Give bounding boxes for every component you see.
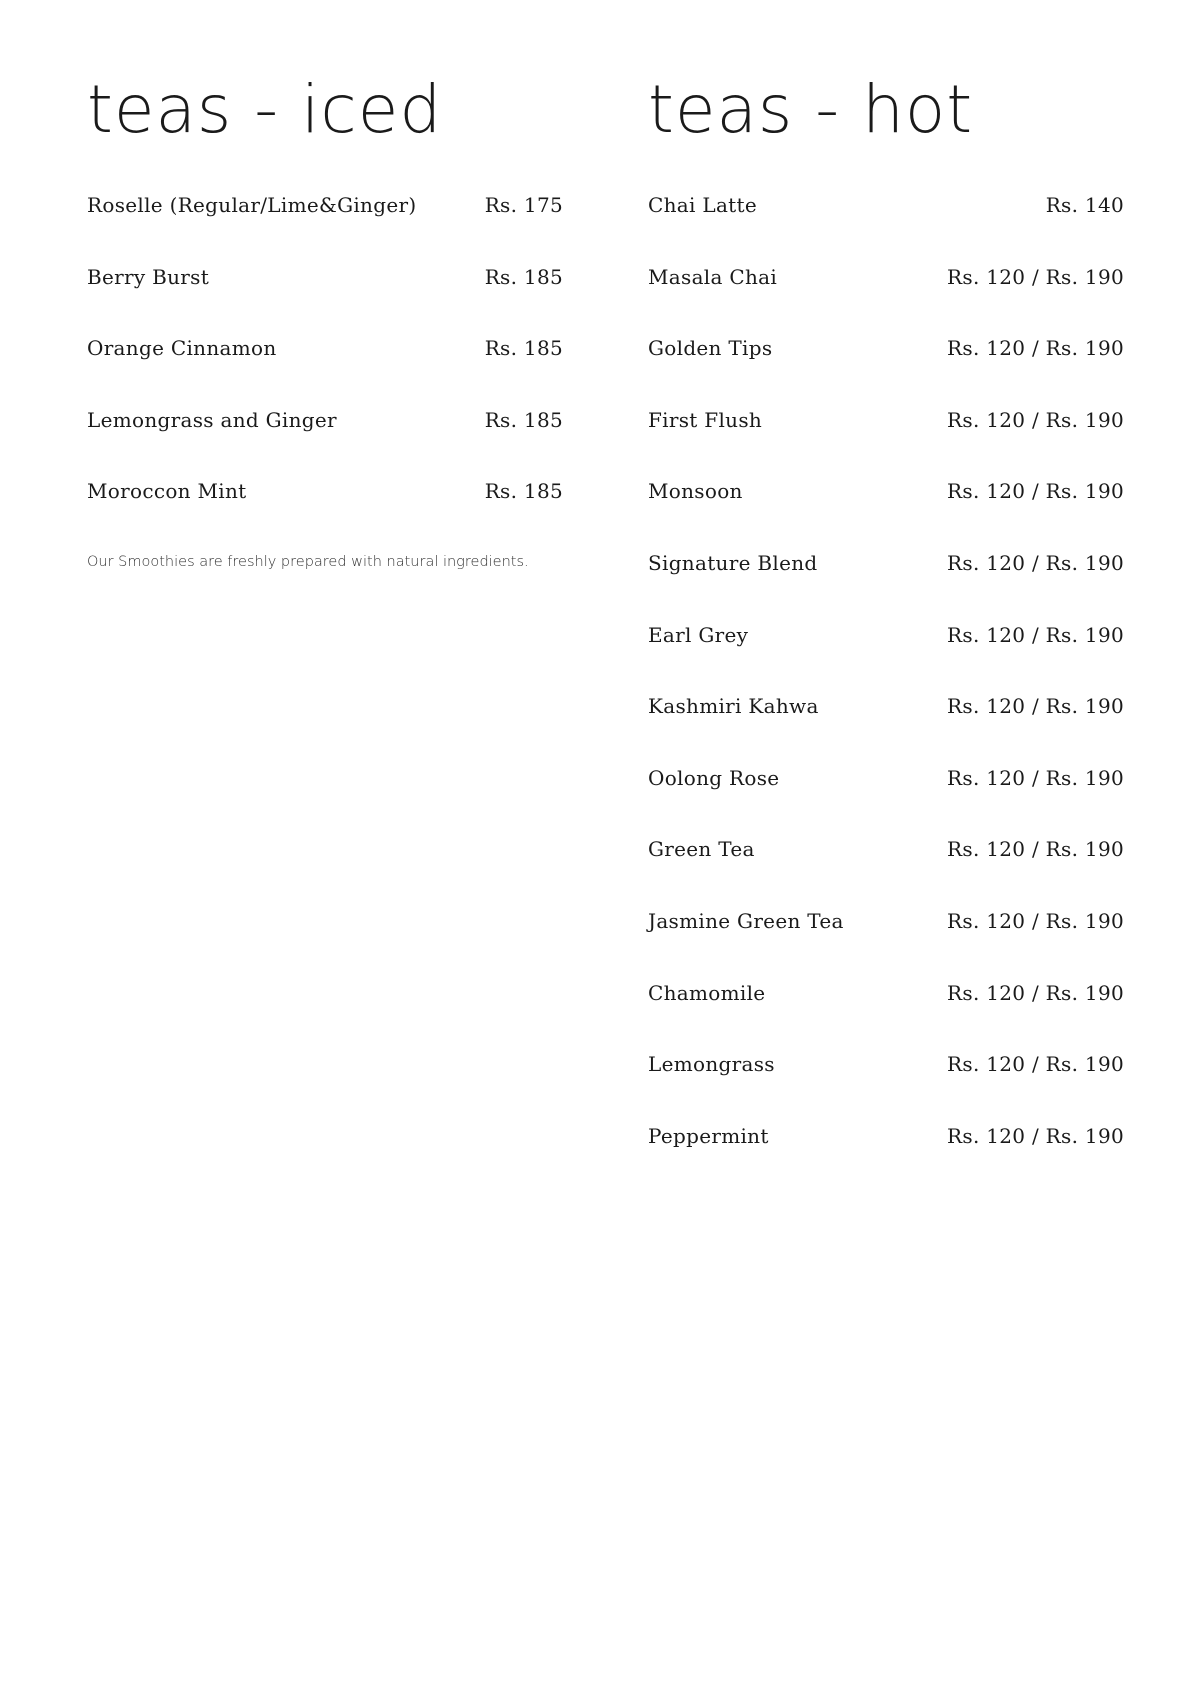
menu-item-name: Jasmine Green Tea (648, 908, 844, 933)
menu-item (87, 265, 563, 337)
menu-item-price: Rs. 120 / Rs. 190 (947, 765, 1124, 790)
menu-item (87, 336, 563, 408)
menu-item-name: Orange Cinnamon (87, 336, 277, 361)
menu-item (648, 623, 1124, 695)
smoothies-note: Our Smoothies are freshly prepared with natural ingredients. (87, 554, 529, 570)
menu-item (648, 981, 1124, 1053)
menu-item-price: Rs. 185 (484, 407, 563, 432)
menu-item-name: Kashmiri Kahwa (648, 694, 819, 719)
menu-item (648, 1124, 1124, 1196)
menu-item-name: Moroccon Mint (87, 479, 247, 504)
menu-item-name: Monsoon (648, 479, 743, 504)
menu-item (648, 479, 1124, 551)
hot-section-title: teas - hot (648, 71, 974, 148)
hot-items-list (648, 193, 1124, 1195)
menu-item-name: Chai Latte (648, 193, 757, 217)
menu-item-name: Roselle (Regular/Lime&Ginger) (87, 193, 417, 217)
menu-item-price: Rs. 120 / Rs. 190 (947, 908, 1124, 933)
menu-item (648, 766, 1124, 838)
menu-item (648, 694, 1124, 766)
menu-item (648, 909, 1124, 981)
menu-item-price: Rs. 120 / Rs. 190 (947, 479, 1124, 504)
menu-item-price: Rs. 185 (484, 336, 563, 361)
menu-item-name: Golden Tips (648, 336, 773, 361)
menu-item-name: Lemongrass and Ginger (87, 407, 337, 432)
menu-item (648, 193, 1124, 265)
menu-item (648, 408, 1124, 480)
menu-item (648, 1052, 1124, 1124)
menu-item (648, 265, 1124, 337)
menu-item (648, 837, 1124, 909)
menu-item (648, 336, 1124, 408)
menu-item-price: Rs. 120 / Rs. 190 (947, 550, 1124, 575)
menu-item-price: Rs. 120 / Rs. 190 (947, 1123, 1124, 1148)
menu-item (87, 408, 563, 480)
menu-item-name: Signature Blend (648, 550, 818, 575)
menu-item-name: Chamomile (648, 980, 766, 1005)
menu-item-price: Rs. 120 / Rs. 190 (947, 622, 1124, 647)
menu-item-price: Rs. 120 / Rs. 190 (947, 837, 1124, 862)
menu-item (87, 479, 563, 551)
menu-item (87, 193, 563, 265)
iced-items-list (87, 193, 563, 551)
menu-item-price: Rs. 120 / Rs. 190 (947, 980, 1124, 1005)
menu-item-name: Oolong Rose (648, 765, 780, 790)
menu-item-name: Masala Chai (648, 264, 778, 289)
iced-section-title: teas - iced (87, 71, 443, 148)
menu-item-price: Rs. 120 / Rs. 190 (947, 407, 1124, 432)
menu-item-price: Rs. 140 (1045, 193, 1124, 217)
menu-item-name: Earl Grey (648, 622, 749, 647)
menu-item-price: Rs. 120 / Rs. 190 (947, 336, 1124, 361)
menu-item-name: Lemongrass (648, 1052, 775, 1077)
menu-item-price: Rs. 120 / Rs. 190 (947, 694, 1124, 719)
menu-item-name: Berry Burst (87, 264, 210, 289)
menu-item-name: First Flush (648, 407, 763, 432)
menu-item-price: Rs. 120 / Rs. 190 (947, 264, 1124, 289)
menu-item-name: Green Tea (648, 837, 755, 862)
menu-item-price: Rs. 120 / Rs. 190 (947, 1052, 1124, 1077)
menu-item-price: Rs. 185 (484, 264, 563, 289)
menu-item-name: Peppermint (648, 1123, 769, 1148)
menu-item-price: Rs. 185 (484, 479, 563, 504)
menu-item-price: Rs. 175 (484, 193, 563, 217)
menu-item (648, 551, 1124, 623)
